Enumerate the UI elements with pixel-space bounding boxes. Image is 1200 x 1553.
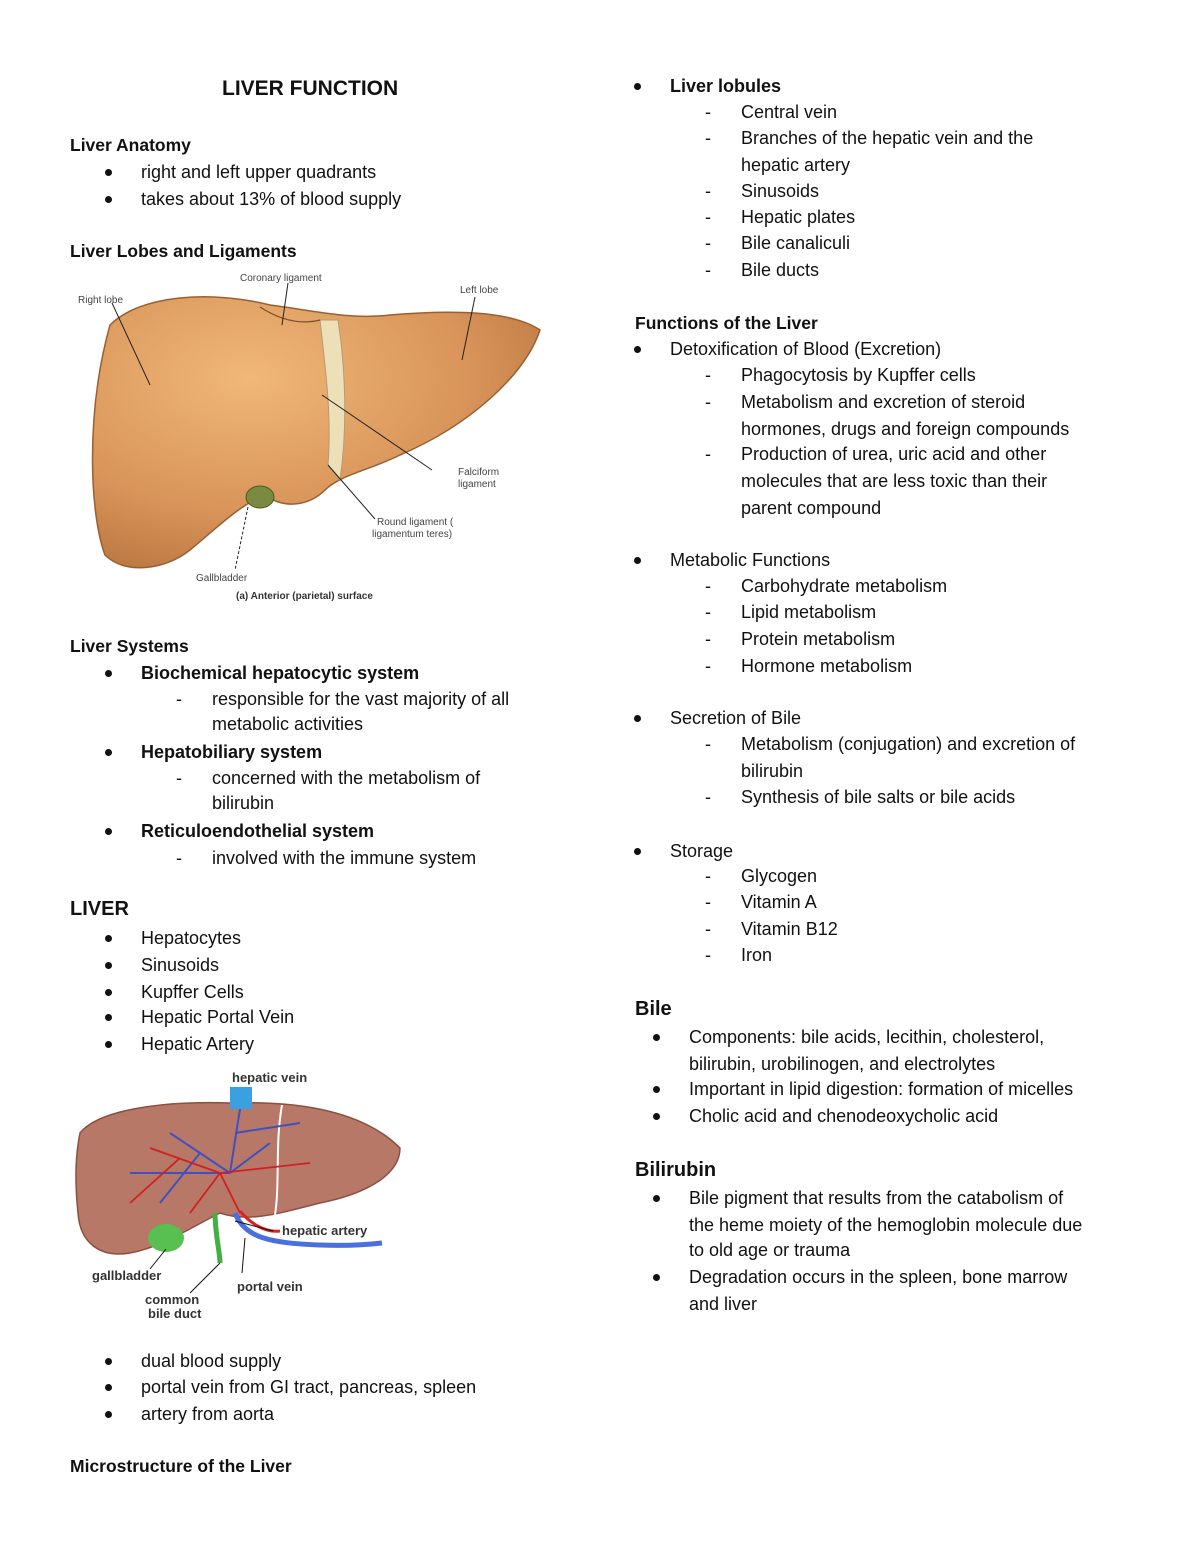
list-item: Liver lobules [670,73,781,99]
diagram-label: Falciform [458,467,500,478]
page-title: LIVER FUNCTION [222,77,399,100]
diagram-label: portal vein [237,1279,303,1294]
section-heading-bile: Bile [635,998,672,1020]
sub-item-cont: hepatic artery [741,155,851,175]
sub-item: - involved with the immune system [212,845,476,871]
list-item: Degradation occurs in the spleen, bone marrow [689,1267,1068,1287]
sub-item-cont: bilirubin [741,761,804,781]
diagram-label: bile duct [148,1306,202,1321]
sub-item: - Iron [741,942,772,968]
sub-item: - Hormone metabolism [741,653,912,679]
list-item: Important in lipid digestion: formation of micelles [689,1079,1074,1099]
diagram-label: Gallbladder [196,573,248,584]
sub-item: - Metabolism (conjugation) and excretion of [741,731,1075,757]
gallbladder [148,1224,184,1252]
sub-item-cont: bilirubin [212,793,275,813]
diagram-label: Coronary ligament [240,273,322,284]
list-item: Secretion of Bile [670,705,801,731]
sub-item: - responsible for the vast majority of all [212,686,509,712]
list-item: right and left upper quadrants [141,159,376,185]
sub-item-cont: hormones, drugs and foreign compounds [741,419,1070,439]
bullet-dot [653,1086,660,1093]
list-item: Bile pigment that results from the catabolism of [689,1188,1064,1208]
list-item: takes about 13% of blood supply [141,186,401,212]
liver-lobes-diagram [70,265,550,610]
list-item: Storage [670,838,733,864]
list-item: Hepatobiliary system [141,739,322,765]
sub-item: - Sinusoids [741,178,819,204]
sub-item: - Production of urea, uric acid and other [741,441,1046,467]
list-item-cont: the heme moiety of the hemoglobin molecule due [689,1215,1083,1235]
diagram-caption: (a) Anterior (parietal) surface [236,591,373,602]
bile-duct [215,1213,220,1263]
sub-item-cont: parent compound [741,498,882,518]
list-item: Components: bile acids, lecithin, cholesterol, [689,1027,1045,1047]
section-heading-microstructure: Microstructure of the Liver [70,1456,292,1476]
diagram-label: Right lobe [78,295,124,306]
diagram-label: Left lobe [460,285,499,296]
list-item-cont: and liver [689,1294,758,1314]
bullet-dot [653,1034,660,1041]
list-item: portal vein from GI tract, pancreas, spleen [141,1374,476,1400]
sub-item: - concerned with the metabolism of [212,765,480,791]
list-item: artery from aorta [141,1401,274,1427]
sub-item: - Bile canaliculi [741,230,850,256]
sub-item: - Vitamin B12 [741,916,838,942]
list-item: Sinusoids [141,952,219,978]
section-heading-lobes: Liver Lobes and Ligaments [70,241,297,261]
liver-shape [93,297,541,568]
list-item: Detoxification of Blood (Excretion) [670,336,941,362]
section-heading-systems: Liver Systems [70,636,189,656]
gallbladder-shape [246,486,274,508]
sub-item: - Vitamin A [741,889,817,915]
sub-item-cont: molecules that are less toxic than their [741,471,1048,491]
diagram-label: Round ligament ( [377,517,454,528]
sub-item: - Glycogen [741,863,817,889]
section-heading-bilirubin: Bilirubin [635,1159,717,1181]
section-heading-functions: Functions of the Liver [635,313,818,333]
diagram-label: hepatic vein [232,1070,308,1085]
bullet-dot [653,1274,660,1281]
list-item: Metabolic Functions [670,547,830,573]
sub-item: - Lipid metabolism [741,599,876,625]
list-item-cont: bilirubin, urobilinogen, and electrolytes [689,1054,996,1074]
section-heading-liver: LIVER [70,898,129,920]
list-item: Biochemical hepatocytic system [141,660,419,686]
sub-item: - Branches of the hepatic vein and the [741,125,1033,151]
list-item: Hepatic Artery [141,1031,254,1057]
bullet-dot [653,1195,660,1202]
diagram-label: ligament [458,479,496,490]
list-item: Hepatic Portal Vein [141,1004,294,1030]
sub-item: - Carbohydrate metabolism [741,573,947,599]
list-item: Hepatocytes [141,925,241,951]
sub-item: - Synthesis of bile salts or bile acids [741,784,1015,810]
diagram-label: gallbladder [92,1268,162,1283]
list-item-cont: to old age or trauma [689,1240,851,1260]
bullet-dot [653,1113,660,1120]
hepatic-vein-stub [230,1087,252,1109]
sub-item: - Protein metabolism [741,626,895,652]
sub-item: - Metabolism and excretion of steroid [741,389,1025,415]
diagram-label: ligamentum teres) [372,529,453,540]
list-item: Cholic acid and chenodeoxycholic acid [689,1106,999,1126]
list-item: Kupffer Cells [141,979,244,1005]
sub-item-cont: metabolic activities [212,714,364,734]
list-item: Reticuloendothelial system [141,818,374,844]
diagram-label: common [145,1292,200,1307]
sub-item: - Bile ducts [741,257,819,283]
section-heading-anatomy: Liver Anatomy [70,135,191,155]
list-item: dual blood supply [141,1348,281,1374]
sub-item: - Phagocytosis by Kupffer cells [741,362,976,388]
liver-blood-diagram [70,1063,410,1328]
sub-item: - Hepatic plates [741,204,855,230]
diagram-label: hepatic artery [282,1223,368,1238]
sub-item: - Central vein [741,99,837,125]
